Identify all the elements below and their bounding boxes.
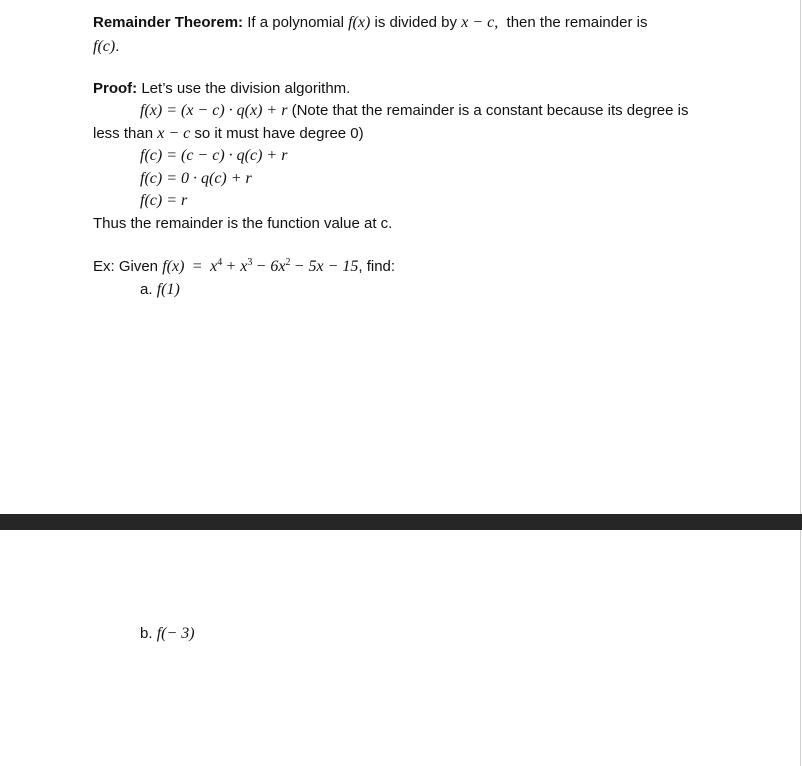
proof-equation-2: f(c) = (c − c) · q(c) + r (140, 147, 288, 164)
proof-heading: Proof: Let’s use the division algorithm. (93, 80, 351, 97)
worksheet-page-2 (0, 530, 801, 766)
proof-equation-1: f(x) = (x − c) · q(x) + r (Note that the remainder is a constant because its degree is (140, 102, 689, 119)
page-separator (0, 514, 802, 530)
proof-equation-4: f(c) = r (140, 192, 188, 209)
theorem-label: Remainder Theorem: (93, 14, 244, 31)
example-part-b: b. f(− 3) (140, 625, 195, 642)
proof-label: Proof: (93, 80, 138, 97)
example-part-a: a. f(1) (140, 281, 180, 298)
example-polynomial: $x^4 + x^3 - 6x^2 - 5x - 15$ (210, 257, 359, 275)
proof-equation-3: f(c) = 0 · q(c) + r (140, 170, 252, 187)
proof-note-continued: less than x − c so it must have degree 0) (93, 125, 364, 142)
example-statement: Ex: Given $f(x) = x^4 + x^3 - 6x^2 - 5x - 15$, find: (93, 257, 396, 275)
theorem-line-2: f(c). (93, 38, 120, 55)
proof-conclusion: Thus the remainder is the function value at c. (93, 215, 393, 232)
theorem-line-1: Remainder Theorem: If a polynomial f(x) is divided by x − c, then the remainder is (93, 14, 648, 31)
